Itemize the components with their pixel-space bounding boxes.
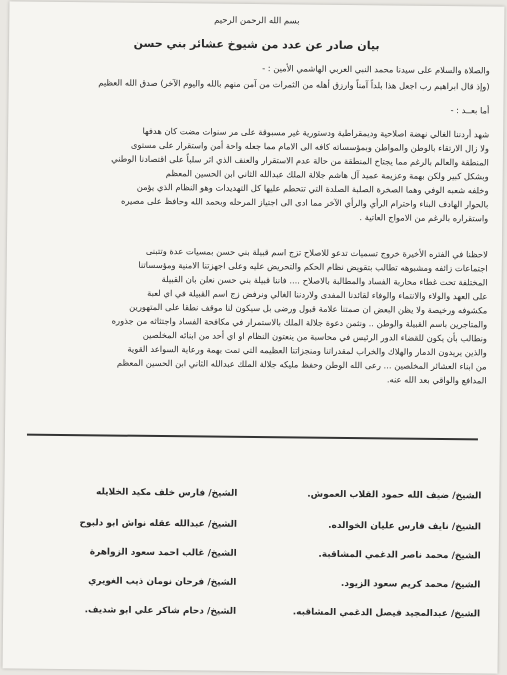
intro-line: أما بعــد : - [450,105,490,116]
signature-name: الشيخ/ غالب احمد سعود الزواهرة [89,547,237,559]
basmala: بسم الله الرحمن الرحيم [214,15,300,27]
signature-name: الشيخ/ نايف فارس عليان الخوالده. [328,520,482,533]
paragraph1-line: شهد أردننا الغالي نهضة اصلاحية وديمقراطية ودستورية غير مسبوقة على مر سنوات مضت كان هدفها [142,125,490,140]
paragraph2-line: على العهد والولاء والانتماء والوفاء لقائدنا المفدى ولاردننا الغالي ونرفض زج اسم القبيلة في اي لعبة [147,287,488,302]
paragraph2-line: مكشوفه ورخيصة ولا يظن البعض ان صمتنا علامة قبول ورضى بل سيكون لنا موقف نطقا على المتهورين [129,301,488,316]
paragraph2-line: المدافع والواقي بعد الله عنه. [386,374,487,386]
signature-name: الشيخ/ فرحان نومان ذيب الغويري [88,576,237,588]
paragraph1-line: وبشكل كبير ولكن بهمة وعزيمة عميد آل هاشم جلالة الملك عبدالله الثاني ابن الحسين المعظم [165,168,489,182]
signature-name: الشيخ/ محمد ناصر الدغمي المشاقبة. [318,549,481,562]
paragraph2-line: والمتاجرين باسم القبيلة والوطن .. ونثمن دعوة جلالة الملك بالاستمرار في مكافحة الفساد واجتثاثه من جذوره [111,315,488,330]
paragraph2-line: اجتماعات زائفه ومشبوهه تطالب بتقويض نظام الحكم والتحريض عليه وعلى اجهزتنا الامنية ومؤسساتنا [138,259,488,274]
intro-line: والصلاة والسلام على سيدنا محمد النبي العربي الهاشمي الأمين : - [262,63,490,76]
paragraph1-line: وخلفه شعبه الوفي وهما الصخرة الصلبة الصلدة التي تتحطم عليها كل التهديدات وهو النظام الذي يؤمن [136,181,489,196]
paragraph1-line: ولا زال الارتقاء بالوطن والمواطن وبمؤسساته كافه الى الامام مما جعله واحة أمن واستقرار على مستوى [130,139,490,154]
signature-name: الشيخ/ ضيف الله حمود القلاب العموش. [307,489,482,502]
paragraph1-line: بالحوار الهادف البناء واحترام الرأي والرأي الآخر مما ادى الى اجتياز المرحله وبحمد الله وحافظ على مصيره [120,195,489,210]
signature-name: الشيخ/ عبدالله عقله نواش ابو دلبوح [79,518,238,530]
statement-title: بيان صادر عن عدد من شيوخ عشائر بني حسن [133,36,380,53]
signature-name: الشيخ/ دحام شاكر علي ابو شديف. [84,605,237,617]
statement-page [3,1,505,673]
paragraph2-line: ونطالب بأن يكون للقضاء الدور الرئيس في محاسبة من ينعتون النظام او اي أحد من ابنائه المخلصين [142,329,488,344]
paragraph2-line: المختلفة تحت غطاء محاربة الفساد والمطالبة بالاصلاح .... فاننا قبيلة بني حسن نعلن بان القبيلة [161,274,488,288]
paragraph2-line: لاحظنا في الفتره الأخيرة خروج تسميات تدعو للاصلاح تزج اسم قبيلة بني حسن بمسيات عدة وتتبنى [145,245,488,260]
intro-line: (وإذ قال ابراهيم رب اجعل هذا بلداً آمناً وارزق أهله من الثمرات من آمن منهم بالله واليوم الآخر) صدق الله العظيم [98,77,490,92]
paragraph2-line: من ابناء العشائر المخلصين ... رعى الله الوطن وحفظ مليكه جلالة الملك عبدالله الثاني ابن الحسين المعظم [116,357,487,372]
paragraph1-line: المنطقة والعالم بالرغم مما يجتاح المنطقة من حالة عدم الاستقرار والعنف الذي اثر سلباً على اقتصادنا الوطني [111,153,489,168]
signature-name: الشيخ/ محمد كريم سعود الزيود. [340,578,481,591]
signature-name: الشيخ/ فارس خلف مكيد الخلايله [95,487,238,499]
separator-line [27,434,478,441]
paragraph1-line: واستقراره بالرغم من الامواج العاتية . [359,212,489,224]
paragraph2-line: والذين يريدون الدمار والهلاك والخراب لمقدراتنا ومنجزاتنا العظيمه التي تمت بهمة ورعاية السواعد القوية [127,343,487,358]
signature-name: الشيخ/ عبدالمجيد فيصل الدغمي المشاقبه. [292,607,481,620]
